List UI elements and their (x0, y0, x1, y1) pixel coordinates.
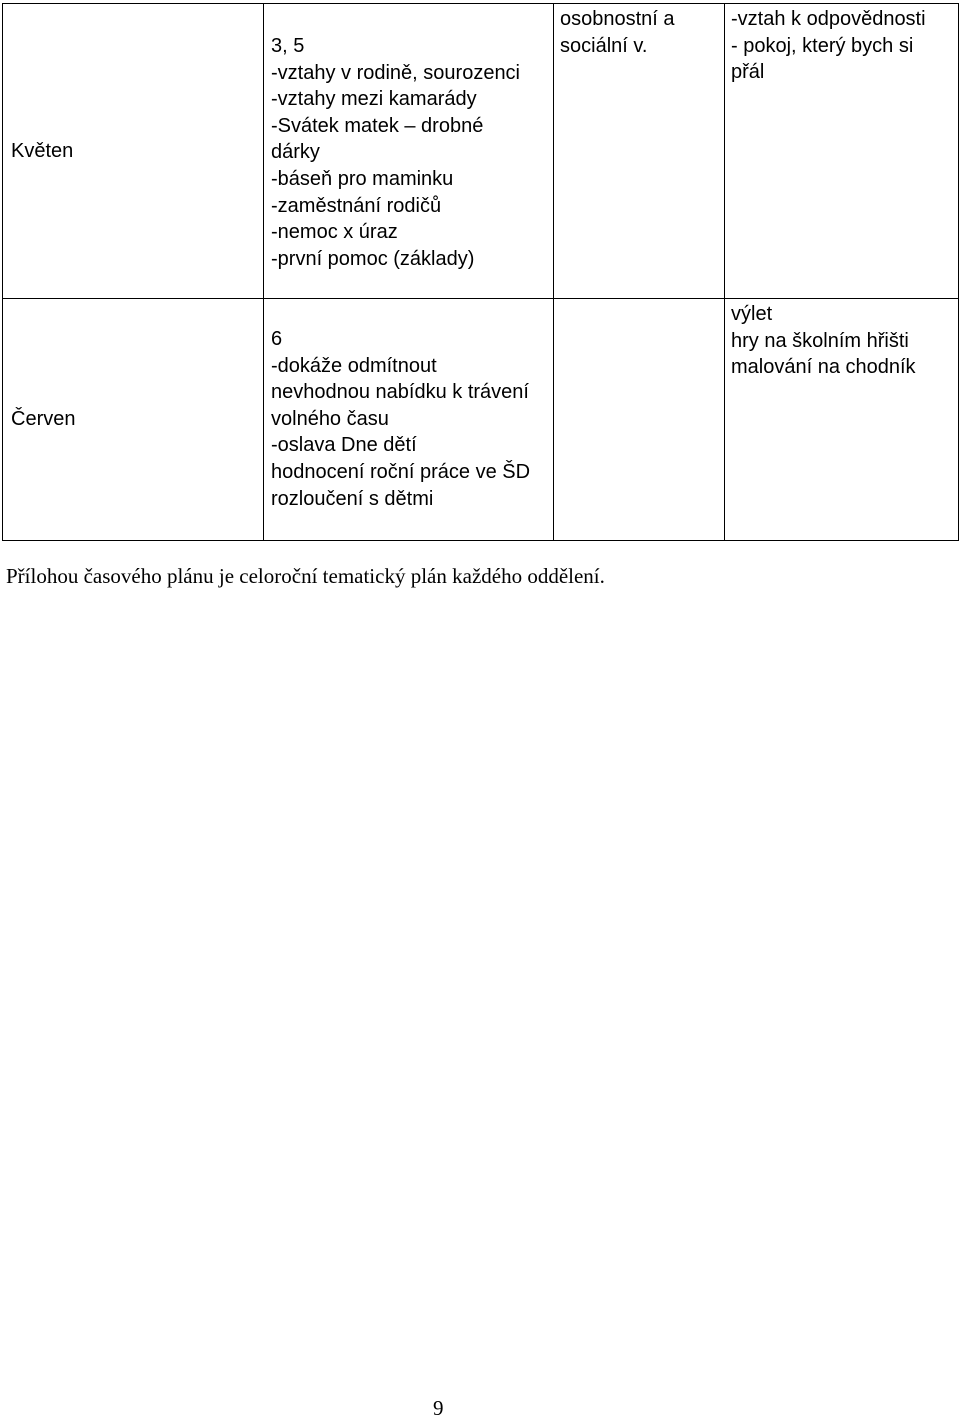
topic-cell (264, 299, 554, 541)
topic-line: -první pomoc (základy) (271, 247, 475, 270)
area-line: sociální v. (560, 34, 648, 57)
activity-line: výlet (731, 303, 773, 325)
table-row (3, 299, 959, 541)
activity-line: přál (731, 61, 765, 84)
month-cell: Květen (3, 4, 264, 299)
topic-line: nevhodnou nabídku k trávení (271, 381, 529, 404)
topic-line: rozloučení s dětmi (271, 487, 434, 510)
topic-line: 6 (271, 328, 283, 350)
topic-line: volného času (271, 407, 389, 430)
page-number: 9 (433, 1396, 444, 1420)
topic-line: -dokáže odmítnout (271, 354, 437, 377)
activity-line: hry na školním hřišti (731, 329, 909, 352)
topic-line: -vztahy mezi kamarády (271, 88, 477, 111)
activity-line: -vztah k odpovědnosti (731, 8, 926, 30)
topic-line: -zaměstnání rodičů (271, 194, 442, 217)
month-cell: Červen (3, 299, 264, 541)
activity-line: - pokoj, který bych si (731, 34, 914, 57)
topic-line: hodnocení roční práce ve ŠD (271, 460, 531, 483)
topic-line: -oslava Dne dětí (271, 434, 417, 457)
area-cell (554, 299, 725, 541)
topic-line: -nemoc x úraz (271, 221, 398, 244)
topic-cell (264, 4, 554, 299)
topic-line: -vztahy v rodině, sourozenci (271, 61, 521, 84)
topic-line: dárky (271, 141, 320, 164)
plan-table (2, 3, 959, 541)
footnote: Přílohou časového plánu je celoroční tematický plán každého oddělení. (6, 564, 605, 588)
topic-line: -báseň pro maminku (271, 167, 454, 190)
activity-line: malování na chodník (731, 356, 916, 379)
topic-line: -Svátek matek – drobné (271, 114, 484, 137)
area-line: osobnostní a (560, 8, 675, 30)
table-row (3, 4, 959, 299)
topic-line: 3, 5 (271, 35, 305, 57)
activity-cell (725, 4, 959, 299)
area-cell (554, 4, 725, 299)
activity-cell (725, 299, 959, 541)
